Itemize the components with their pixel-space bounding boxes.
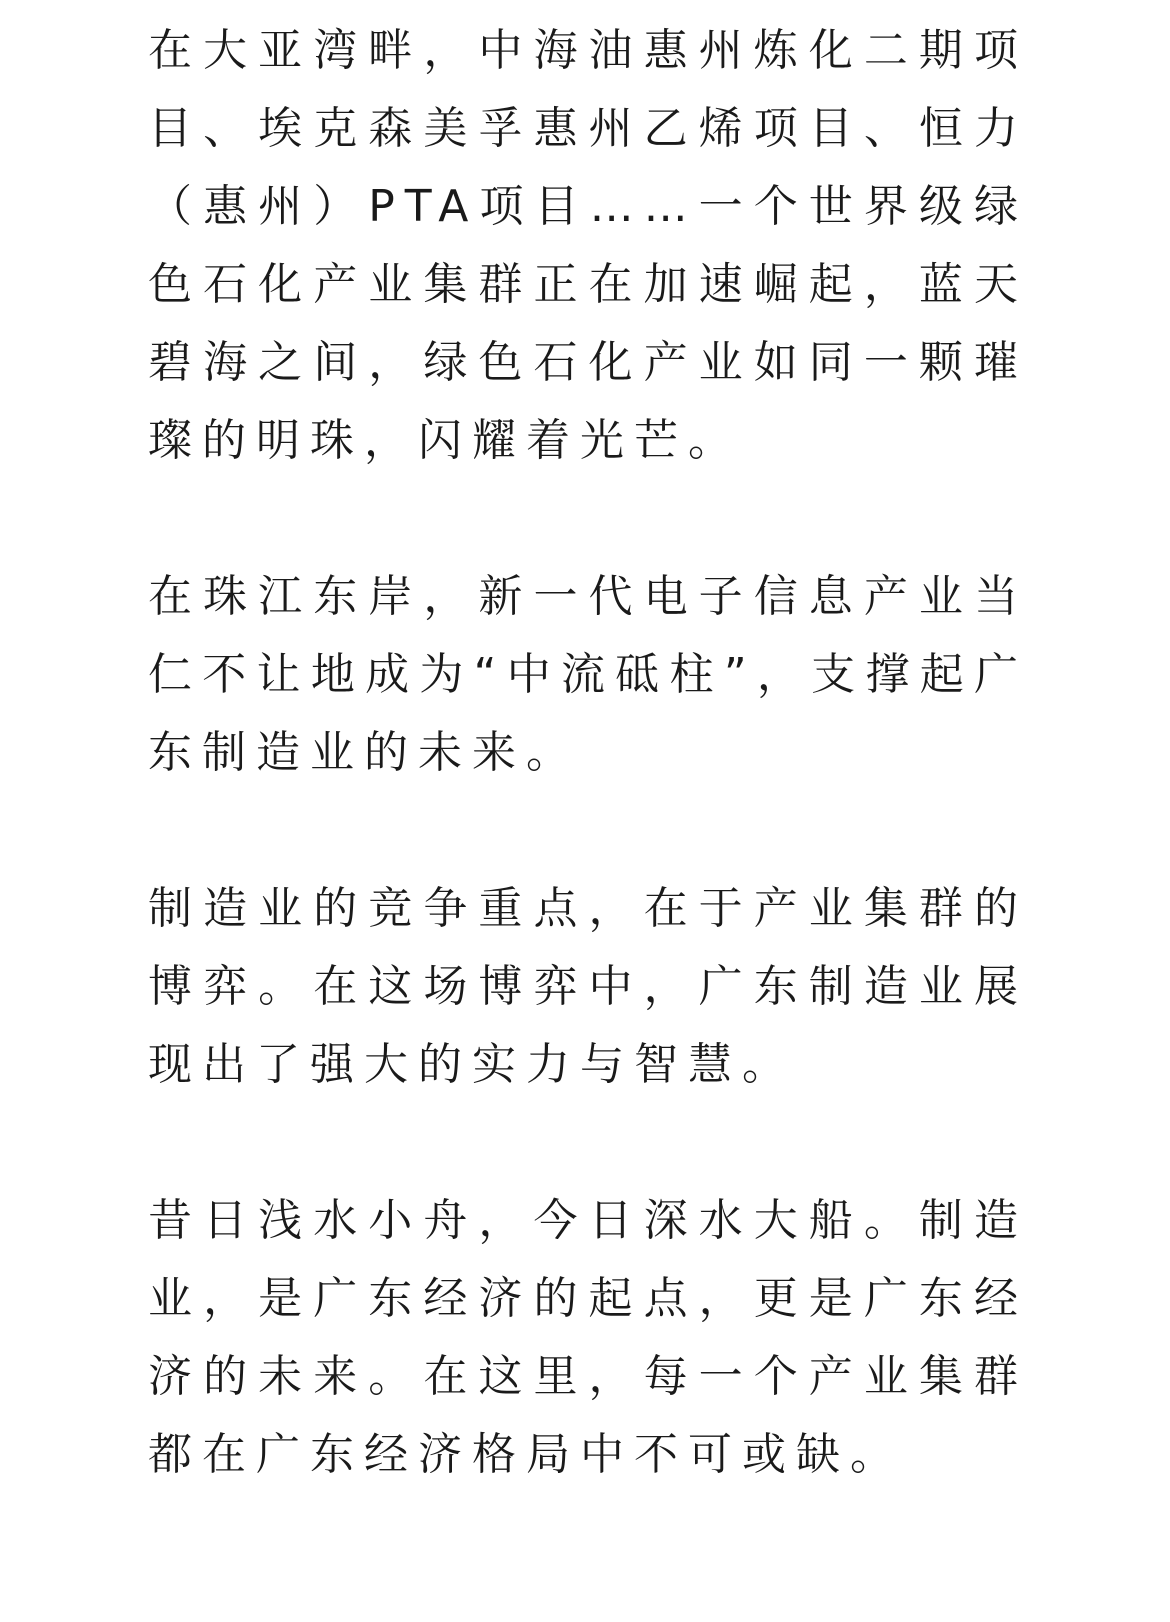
paragraph-4: 昔日浅水小舟，今日深水大船。制造业，是广东经济的起点，更是广东经济的未来。在这里，每一个产业集群都在广东经济格局中不可或缺。: [148, 1195, 1028, 1480]
paragraph-3: 制造业的竞争重点，在于产业集群的博弈。在这场博弈中，广东制造业展现出了强大的实力与智慧。: [148, 883, 1028, 1090]
paragraph-2: 在珠江东岸，新一代电子信息产业当仁不让地成为“中流砥柱”，支撑起广东制造业的未来。: [148, 571, 1028, 778]
article-body: [148, 12, 1028, 1494]
paragraph-1: 在大亚湾畔，中海油惠州炼化二期项目、埃克森美孚惠州乙烯项目、恒力（惠州）PTA项目……一个世界级绿色石化产业集群正在加速崛起，蓝天碧海之间，绿色石化产业如同一颗璀璨的明珠，闪耀着光芒。: [148, 25, 1028, 466]
